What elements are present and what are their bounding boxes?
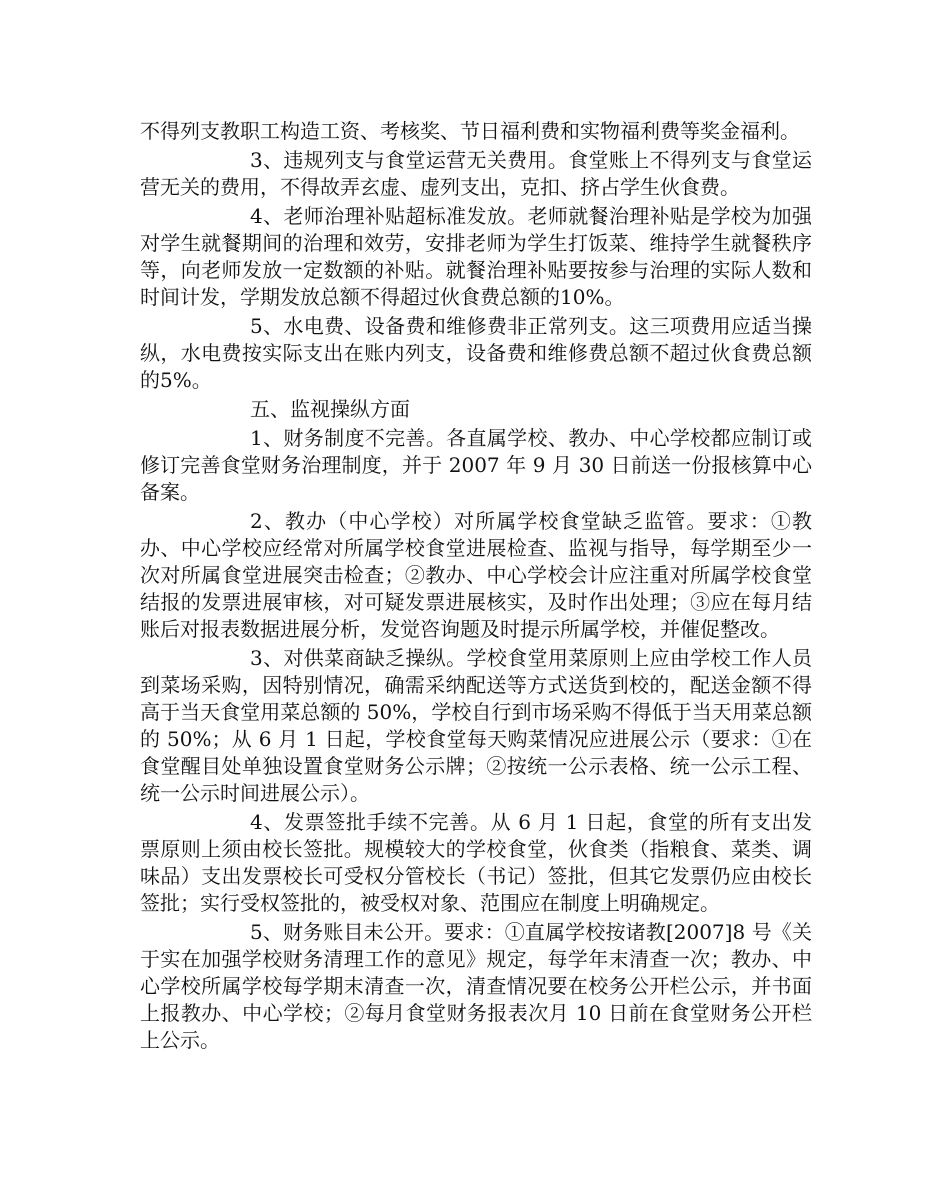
paragraph-5: 1、财务制度不完善。各直属学校、教办、中心学校都应制订或修订完善食堂财务治理制度，并于 2007 年 9 月 30 日前送一份报核算中心备案。 xyxy=(140,426,812,504)
section-heading: 五、监视操纵方面 xyxy=(250,397,410,421)
paragraph-1: 不得列支教职工构造工资、考核奖、节日福利费和实物福利费等奖金福利。 xyxy=(140,119,800,143)
paragraph-3: 4、老师治理补贴超标准发放。老师就餐治理补贴是学校为加强对学生就餐期间的治理和效劳，安排老师为学生打饭菜、维持学生就餐秩序等，向老师发放一定数额的补贴。就餐治理补贴要按参与治理的实际人数和时间计发，学期发放总额不得超过伙食费总额的10%。 xyxy=(140,204,812,309)
paragraph-8: 4、发票签批手续不完善。从 6 月 1 日起，食堂的所有支出发票原则上须由校长签批。规模较大的学校食堂，伙食类（指粮食、菜类、调味品）支出发票校长可受权分管校长（书记）签批，但其它发票仍应由校长签批；实行受权签批的，被受权对象、范围应在制度上明确规定。 xyxy=(140,810,812,915)
paragraph-6: 2、教办（中心学校）对所属学校食堂缺乏监管。要求：①教办、中心学校应经常对所属学校食堂进展检查、监视与指导，每学期至少一次对所属食堂进展突击检查；②教办、中心学校会计应注重对所属学校食堂结报的发票进展审核，对可疑发票进展核实，及时作出处理；③应在每月结账后对报表数据进展分析，发觉咨询题及时提示所属学校，并催促整改。 xyxy=(140,509,812,641)
paragraph-4: 5、水电费、设备费和维修费非正常列支。这三项费用应适当操纵，水电费按实际支出在账内列支，设备费和维修费总额不超过伙食费总额的5%。 xyxy=(140,314,812,392)
paragraph-9: 5、财务账目未公开。要求：①直属学校按诸教[2007]8 号《关于实在加强学校财务清理工作的意见》规定，每学年末清查一次；教办、中心学校所属学校每学期末清查一次，清查情况要在校务公开栏公示，并书面上报教办、中心学校；②每月食堂财务报表次月 10 日前在食堂财务公开栏上公示。 xyxy=(140,920,812,1052)
document-page xyxy=(140,118,812,1056)
paragraph-2: 3、违规列支与食堂运营无关费用。食堂账上不得列支与食堂运营无关的费用，不得故弄玄虚、虚列支出，克扣、挤占学生伙食费。 xyxy=(140,148,812,199)
paragraph-7: 3、对供菜商缺乏操纵。学校食堂用菜原则上应由学校工作人员到菜场采购，因特别情况，确需采纳配送等方式送货到校的，配送金额不得高于当天食堂用菜总额的 50%，学校自行到市场采购不得低于当天用菜总额的 50%；从 6 月 1 日起，学校食堂每天购菜情况应进展公示（要求：①在食堂醒目处单独设置食堂财务公示牌；②按统一公示表格、统一公示工程、统一公示时间进展公示）。 xyxy=(140,646,812,805)
